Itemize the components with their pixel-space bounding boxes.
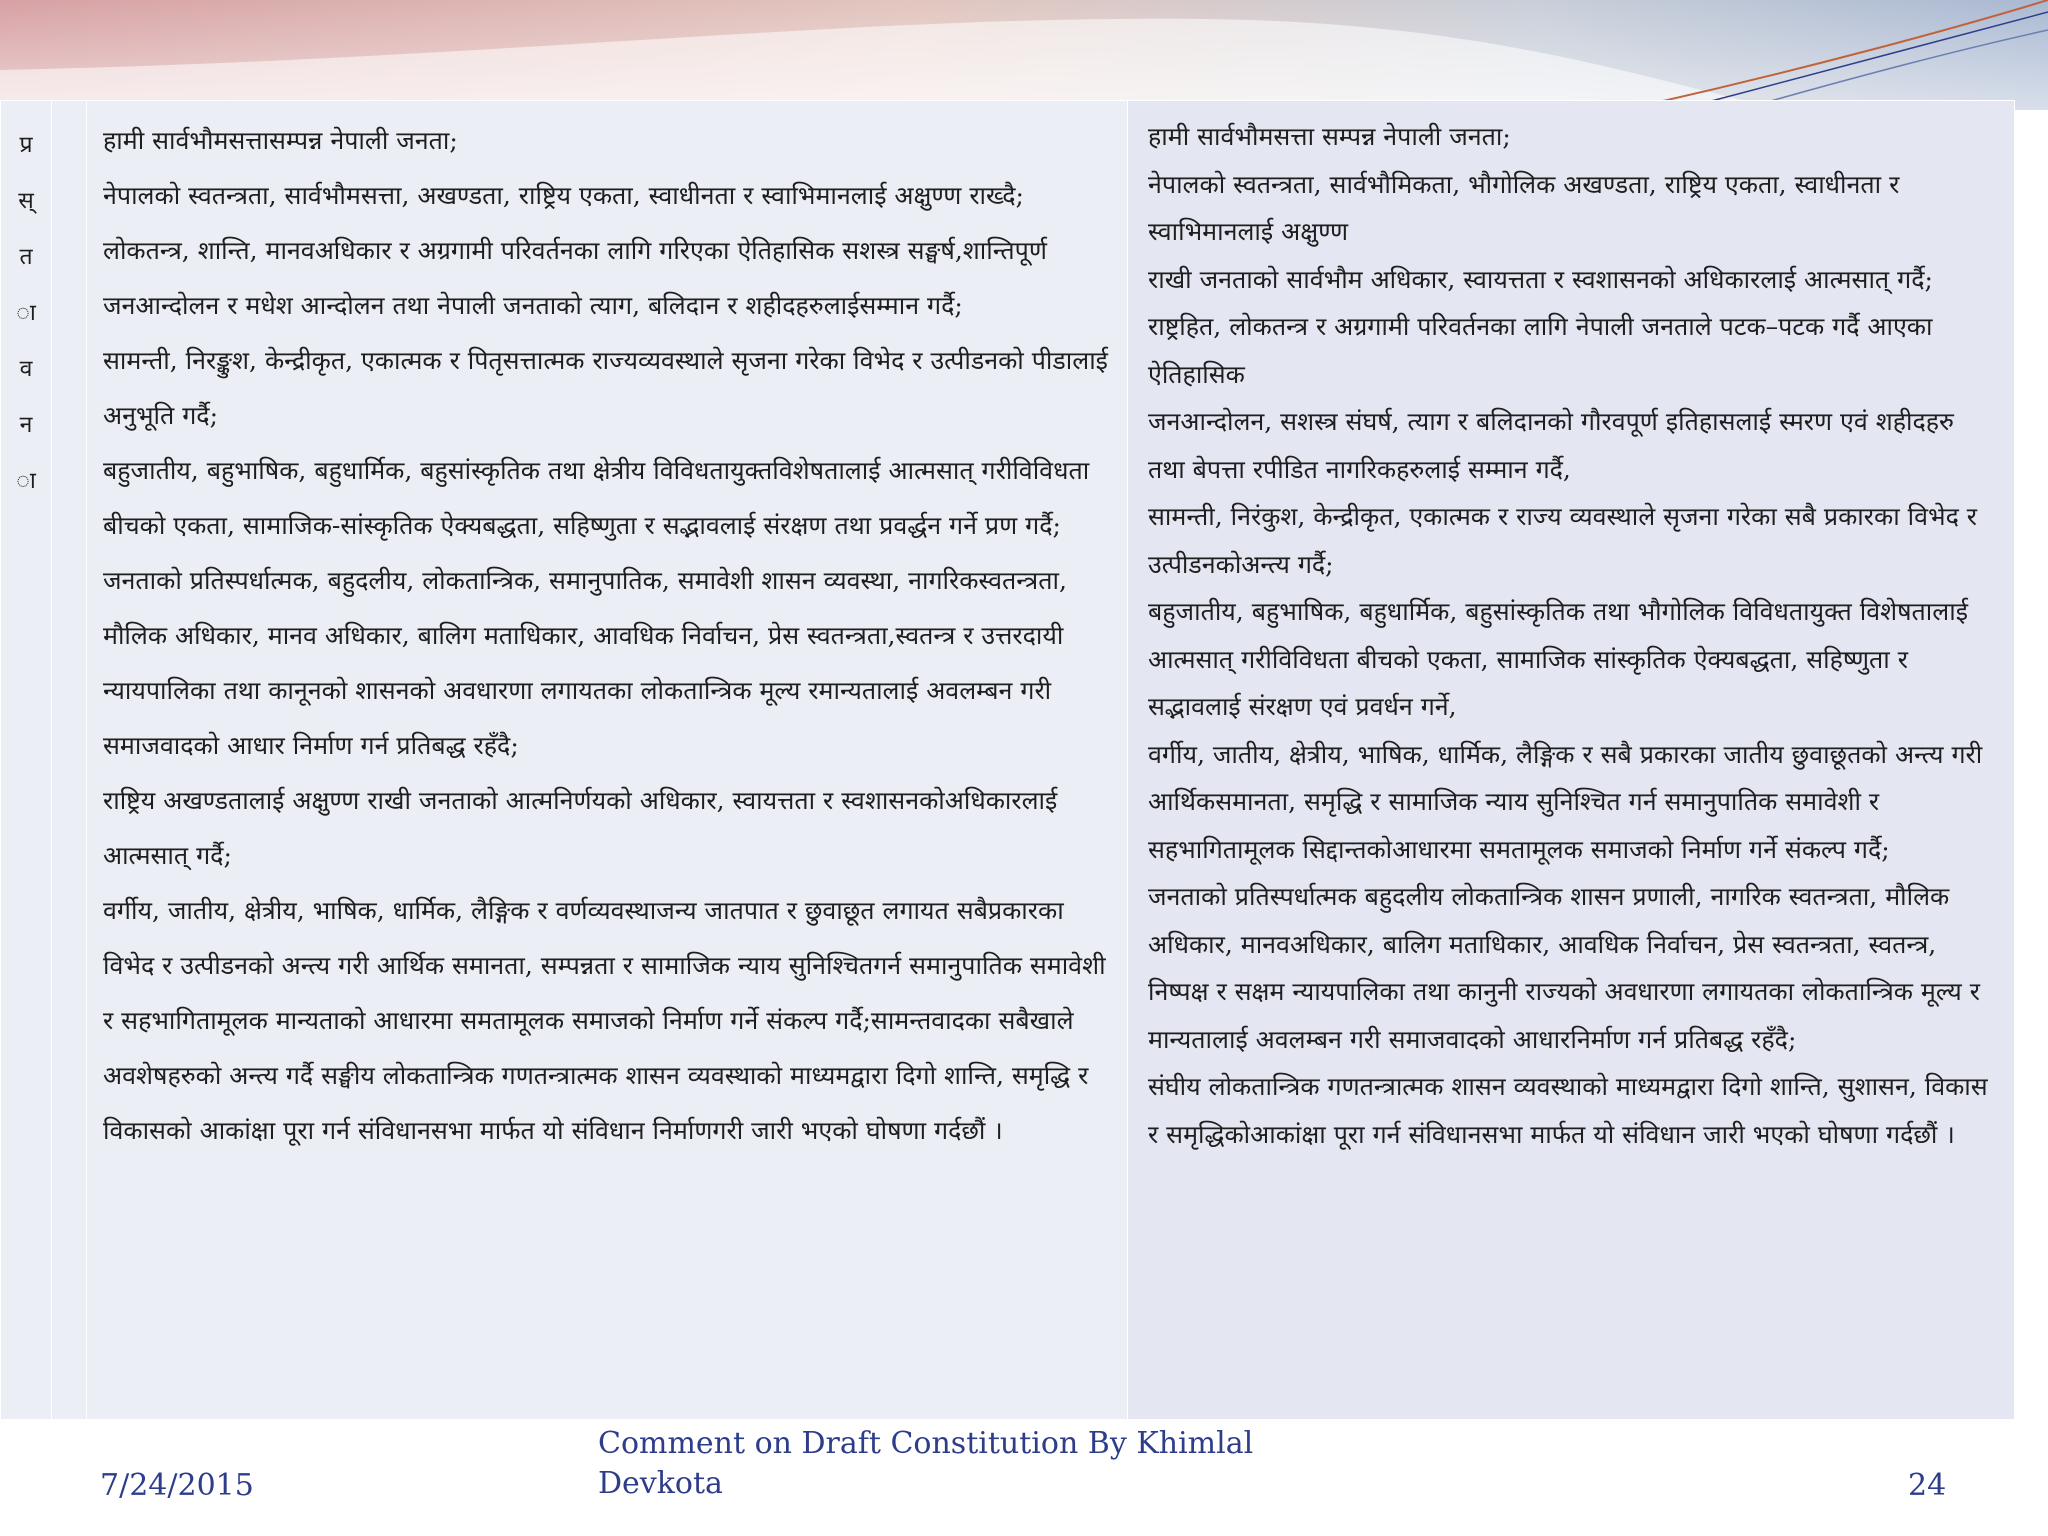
row-label-char: न xyxy=(19,412,33,438)
row-label-char: प्र xyxy=(19,132,33,158)
preamble-paragraph: सामन्ती, निरङ्कुश, केन्द्रीकृत, एकात्मक र पितृसत्तात्मक राज्यव्यवस्थाले सृजना गरेका विभेद र उत्पीडनको पीडालाई अनुभूति गर्दै; xyxy=(103,346,1108,430)
preamble-paragraph: जनआन्दोलन, सशस्त्र संघर्ष, त्याग र बलिदानको गौरवपूर्ण इतिहासलाई स्मरण एवं शहीदहरु तथा बेपत्ता रपीडित नागरिकहरुलाई सम्मान गर्दै, xyxy=(1148,407,1954,484)
new-draft-text xyxy=(1128,101,2014,1158)
row-label-cell xyxy=(1,101,52,1420)
preamble-paragraph: सामन्ती, निरंकुश, केन्द्रीकृत, एकात्मक र राज्य व्यवस्थाले सृजना गरेका सबै प्रकारका विभेद र उत्पीडनकोअन्त्य गर्दै; xyxy=(1148,502,1978,579)
page-number: 24 xyxy=(1908,1468,1947,1503)
preamble-paragraph: हामी सार्वभौमसत्तासम्पन्न नेपाली जनता; xyxy=(103,126,458,155)
row-label-char: त xyxy=(19,244,33,270)
preamble-paragraph: नेपालको स्वतन्त्रता, सार्वभौमिकता, भौगोलिक अखण्डता, राष्ट्रिय एकता, स्वाधीनता र स्वाभिमानलाई अक्षुण्ण xyxy=(1148,169,1900,246)
table-row xyxy=(1,101,2015,1420)
row-label-char: स् xyxy=(18,188,34,214)
preamble-paragraph: बहुजातीय, बहुभाषिक, बहुधार्मिक, बहुसांस्कृतिक तथा क्षेत्रीय विविधतायुक्तविशेषतालाई आत्मसात् गरीविविधता बीचको एकता, सामाजिक-सांस्कृतिक ऐक्यबद्धता, सहिष्णुता र सद्भावलाई संरक्षण तथा प्रवर्द्धन गर्ने प्रण गर्दै; xyxy=(103,456,1090,540)
preamble-paragraph: राखी जनताको सार्वभौम अधिकार, स्वायत्तता र स्वशासनको अधिकारलाई आत्मसात् गर्दै; xyxy=(1148,264,1933,294)
preamble-paragraph: जनताको प्रतिस्पर्धात्मक बहुदलीय लोकतान्त्रिक शासन प्रणाली, नागरिक स्वतन्त्रता, मौलिक अधिकार, मानवअधिकार, बालिग मताधिकार, आवधिक निर्वाचन, प्रेस स्वतन्त्रता, स्वतन्त्र, निष्पक्ष र सक्षम न्यायपालिका तथा कानुनी राज्यको अवधारणा लगायतका लोकतान्त्रिक मूल्य र मान्यतालाई अवलम्बन गरी समाजवादको आधारनिर्माण गर्न प्रतिबद्ध रहँदै; xyxy=(1148,882,1980,1054)
vertical-row-label xyxy=(1,117,51,509)
preamble-paragraph: वर्गीय, जातीय, क्षेत्रीय, भाषिक, धार्मिक, लैङ्गिक र सबै प्रकारका जातीय छुवाछूतको अन्त्य गरी आर्थिकसमानता, समृद्धि र सामाजिक न्याय सुनिश्चित गर्न समानुपातिक समावेशी र सहभागितामूलक सिद्दान्तकोआधारमा समतामूलक समाजको निर्माण गर्ने संकल्प गर्दै; xyxy=(1148,739,1983,864)
preamble-paragraph: हामी सार्वभौमसत्ता सम्पन्न नेपाली जनता; xyxy=(1148,122,1511,151)
preamble-paragraph: संघीय लोकतान्त्रिक गणतन्त्रात्मक शासन व्यवस्थाको माध्यमद्वारा दिगो शान्ति, सुशासन, विकास र समृद्धिकोआकांक्षा पूरा गर्न संविधानसभा मार्फत यो संविधान जारी भएको घोषणा गर्दछौं । xyxy=(1148,1072,1988,1149)
new-draft-cell xyxy=(1128,101,2015,1420)
footer-date: 7/24/2015 xyxy=(100,1468,254,1503)
preamble-paragraph: बहुजातीय, बहुभाषिक, बहुधार्मिक, बहुसांस्कृतिक तथा भौगोलिक विविधतायुक्त विशेषतालाई आत्मसात् गरीविविधता बीचको एकता, सामाजिक सांस्कृतिक ऐक्यबद्धता, सहिष्णुता र सद्भावलाई संरक्षण एवं प्रवर्धन गर्ने, xyxy=(1148,597,1968,721)
decorative-banner xyxy=(0,0,2048,110)
preamble-paragraph: राष्ट्रहित, लोकतन्त्र र अग्रगामी परिवर्तनका लागि नेपाली जनताले पटक–पटक गर्दै आएका ऐतिहासिक xyxy=(1148,312,1933,389)
spacer-cell xyxy=(52,101,87,1420)
preamble-paragraph: नेपालको स्वतन्त्रता, सार्वभौमसत्ता, अखण्डता, राष्ट्रिय एकता, स्वाधीनता र स्वाभिमानलाई अक्षुण्ण राख्दै; लोकतन्त्र, शान्ति, मानवअधिकार र अग्रगामी परिवर्तनका लागि गरिएका ऐतिहासिक सशस्त्र सङ्घर्ष,शान्तिपूर्ण जनआन्दोलन र मधेश आन्दोलन तथा नेपाली जनताको त्याग, बलिदान र शहीदहरुलाईसम्मान गर्दै; xyxy=(103,181,1047,320)
preamble-paragraph: वर्गीय, जातीय, क्षेत्रीय, भाषिक, धार्मिक, लैङ्गिक र वर्णव्यवस्थाजन्य जातपात र छुवाछूत लगायत सबैप्रकारका विभेद र उत्पीडनको अन्त्य गरी आर्थिक समानता, सम्पन्नता र सामाजिक न्याय सुनिश्चितगर्न समानुपातिक समावेशी र सहभागितामूलक मान्यताको आधारमा समतामूलक समाजको निर्माण गर्ने संकल्प गर्दै;सामन्तवादका सबैखाले अवशेषहरुको अन्त्य गर्दै सङ्घीय लोकतान्त्रिक गणतन्त्रात्मक शासन व्यवस्थाको माध्यमद्वारा दिगो शान्ति, समृद्धि र विकासको आकांक्षा पूरा गर्न संविधानसभा मार्फत यो संविधान निर्माणगरी जारी भएको घोषणा गर्दछौं । xyxy=(103,896,1106,1145)
old-draft-cell xyxy=(87,101,1128,1420)
old-draft-text xyxy=(87,101,1127,1158)
preamble-paragraph: राष्ट्रिय अखण्डतालाई अक्षुण्ण राखी जनताको आत्मनिर्णयको अधिकार, स्वायत्तता र स्वशासनकोअधिकारलाई आत्मसात् गर्दै; xyxy=(103,786,1058,870)
row-label-char: ा xyxy=(16,468,36,494)
footer-title: Comment on Draft Constitution By Khimlal Devkota xyxy=(598,1426,1254,1501)
preamble-paragraph: जनताको प्रतिस्पर्धात्मक, बहुदलीय, लोकतान्त्रिक, समानुपातिक, समावेशी शासन व्यवस्था, नागरिकस्वतन्त्रता, मौलिक अधिकार, मानव अधिकार, बालिग मताधिकार, आवधिक निर्वाचन, प्रेस स्वतन्त्रता,स्वतन्त्र र उत्तरदायी न्यायपालिका तथा कानूनको शासनको अवधारणा लगायतका लोकतान्त्रिक मूल्य रमान्यतालाई अवलम्बन गरी समाजवादको आधार निर्माण गर्न प्रतिबद्ध रहँदै; xyxy=(103,566,1067,760)
row-label-char: व xyxy=(19,356,33,382)
row-label-char: ा xyxy=(16,300,36,326)
comparison-table xyxy=(0,100,2015,1420)
